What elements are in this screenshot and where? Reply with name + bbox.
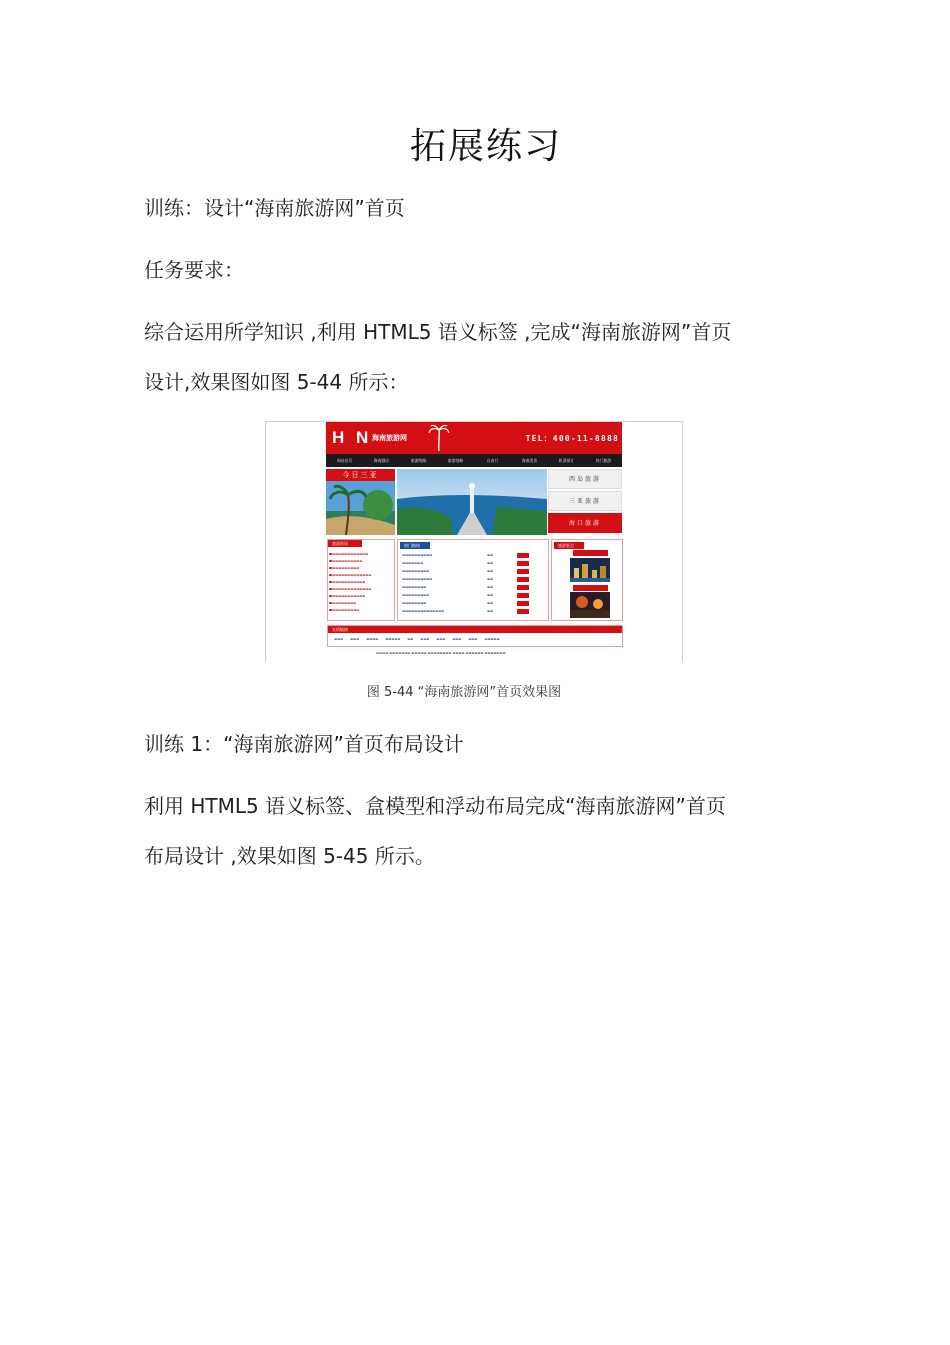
table-row[interactable]: ▬▬▬▬▬▬▬▬▬▬ ▬▬: [402, 553, 544, 559]
exercise-heading: 训练：设计“海南旅游网”首页: [144, 196, 405, 220]
attractions-title: 旅游景点: [554, 542, 584, 549]
table-row[interactable]: ▬▬▬▬▬▬▬▬▬▬ ▬▬: [402, 577, 544, 583]
route-list-box: [397, 539, 549, 621]
attraction-label: [573, 585, 608, 591]
mockup-footer: ▬▬▬▬ ▬▬▬▬▬▬▬ ▬▬▬▬▬ ▬▬▬▬▬▬▬▬ ▬▬▬▬ ▬▬▬▬▬▬ ▬▬▬▬▬▬▬: [376, 651, 506, 655]
nav-item[interactable]: 机票预订: [558, 458, 575, 463]
nav-item[interactable]: 海南酒店: [373, 458, 390, 463]
description-line-1: 综合运用所学知识 ,利用 HTML5 语义标签 ,完成“海南旅游网”首页: [144, 320, 732, 344]
friend-links-row[interactable]: ▬▬▬ ▬▬▬ ▬▬▬▬ ▬▬▬▬▬ ▬▬ ▬▬▬ ▬▬▬ ▬▬▬ ▬▬▬ ▬▬▬▬▬: [334, 637, 500, 641]
mockup-site: [326, 422, 622, 662]
mockup-header: [326, 422, 622, 454]
friend-links-box: [327, 625, 623, 647]
nav-item[interactable]: 自由行: [486, 458, 499, 463]
page-title: 拓展练习: [409, 126, 562, 167]
description-line-2: 设计,效果图如图 5-44 所示：: [144, 370, 409, 394]
logo-text: 海南旅游网: [372, 434, 407, 442]
table-row[interactable]: ▬▬▬▬▬▬▬ ▬▬: [402, 561, 544, 567]
list-item[interactable]: ▬▬▬▬▬▬▬▬▬: [332, 566, 359, 570]
nav-item[interactable]: 海南美食: [521, 458, 538, 463]
destination-tab-sanya[interactable]: 三亚旅游: [548, 491, 622, 511]
today-sanya-label: 今日三亚: [326, 469, 395, 481]
homepage-mockup-figure: [265, 421, 683, 662]
list-item[interactable]: ▬▬▬▬▬▬▬▬▬▬▬: [332, 594, 365, 598]
resort-photo: [570, 592, 610, 618]
table-row[interactable]: ▬▬▬▬▬▬▬▬▬ ▬▬: [402, 569, 544, 575]
nav-item[interactable]: 旅游攻略: [447, 458, 464, 463]
list-item[interactable]: ▬▬▬▬▬▬▬▬▬▬▬: [332, 580, 365, 584]
exercise-1-line-2: 布局设计 ,效果如图 5-45 所示。: [144, 844, 435, 868]
table-row[interactable]: ▬▬▬▬▬▬▬▬▬▬▬▬▬▬ ▬▬: [402, 609, 544, 615]
nav-item[interactable]: 网站首页: [336, 458, 353, 463]
requirements-label: 任务要求：: [144, 258, 244, 282]
list-item[interactable]: ▬▬▬▬▬▬▬▬▬▬: [332, 559, 362, 563]
list-item[interactable]: ▬▬▬▬▬▬▬▬▬▬▬▬▬: [332, 587, 371, 591]
attraction-label: [573, 550, 608, 556]
destination-tab-haikou[interactable]: 海口旅游: [548, 513, 622, 533]
coastline-photo: [397, 469, 547, 535]
list-item[interactable]: ▬▬▬▬▬▬▬▬: [332, 601, 356, 605]
friend-links-title: 友情链接: [328, 626, 622, 633]
exercise-1-heading: 训练 1：“海南旅游网”首页布局设计: [144, 732, 464, 756]
attractions-box: [551, 539, 623, 621]
destination-tab-xidao[interactable]: 西岛旅游: [548, 469, 622, 489]
news-list-title: 旅游资讯: [328, 540, 362, 547]
night-city-photo: [570, 558, 610, 582]
nav-item[interactable]: 热门旅游: [595, 458, 612, 463]
list-item[interactable]: ▬▬▬▬▬▬▬▬▬▬▬▬: [332, 552, 368, 556]
beach-photo: [326, 481, 395, 535]
mockup-nav-bar: [326, 454, 622, 467]
table-row[interactable]: ▬▬▬▬▬▬▬▬ ▬▬: [402, 585, 544, 591]
table-row[interactable]: ▬▬▬▬▬▬▬▬ ▬▬: [402, 601, 544, 607]
table-row[interactable]: ▬▬▬▬▬▬▬▬▬ ▬▬: [402, 593, 544, 599]
nav-item[interactable]: 旅游线路: [410, 458, 427, 463]
today-sanya-panel: [326, 469, 395, 535]
news-list-box: [327, 539, 395, 621]
telephone-number: TEL：400-11-8888: [525, 434, 619, 443]
route-list-title: 热门路线: [400, 542, 430, 549]
list-item[interactable]: ▬▬▬▬▬▬▬▬▬: [332, 608, 359, 612]
logo-letter-n: N: [356, 428, 369, 447]
logo-letter-h: H: [332, 428, 345, 447]
exercise-1-line-1: 利用 HTML5 语义标签、盒模型和浮动布局完成“海南旅游网”首页: [144, 794, 726, 818]
figure-caption: 图 5-44 “海南旅游网”首页效果图: [366, 685, 562, 700]
palm-tree-icon: [428, 424, 450, 452]
list-item[interactable]: ▬▬▬▬▬▬▬▬▬▬▬▬▬: [332, 573, 371, 577]
